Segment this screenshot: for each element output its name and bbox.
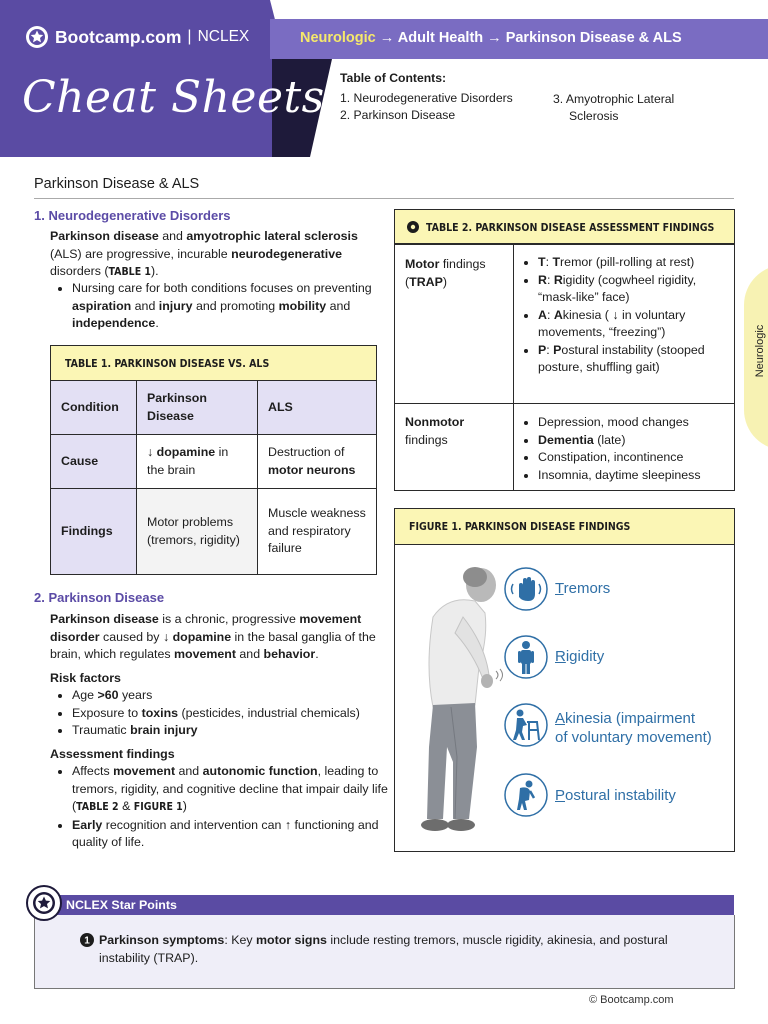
rigidity-figure-icon bbox=[503, 634, 549, 680]
logo-separator: | bbox=[187, 28, 192, 45]
table1-header-condition: Condition bbox=[61, 399, 119, 414]
table2-nonmotor-label: Nonmotor findings bbox=[395, 404, 514, 491]
figure-label-rigidity: Rigidity bbox=[555, 648, 605, 665]
number-one-icon bbox=[80, 933, 94, 947]
table1-row-findings-label: Findings bbox=[61, 523, 113, 538]
figure1-caption: FIGURE 1. PARKINSON DISEASE FINDINGS bbox=[409, 521, 631, 533]
table2 bbox=[394, 243, 735, 491]
figure1-panel bbox=[394, 543, 735, 852]
risk-factors-list bbox=[50, 687, 412, 740]
toc-item-1[interactable]: 1. Neurodegenerative Disorders bbox=[340, 91, 513, 105]
table-row bbox=[51, 381, 377, 435]
list-item: • Dementia (late) bbox=[538, 432, 724, 450]
table-row bbox=[395, 404, 735, 491]
risk-factors-heading: Risk factors bbox=[50, 671, 121, 685]
bullet-dot-icon bbox=[407, 221, 419, 233]
table2-caption: TABLE 2. PARKINSON DISEASE ASSESSMENT FINDINGS bbox=[426, 222, 715, 234]
page-title: Parkinson Disease & ALS bbox=[34, 176, 200, 192]
list-item: • A: Akinesia ( ↓ in voluntary movements, “freezing”) bbox=[538, 307, 724, 342]
walker-figure-icon bbox=[503, 702, 549, 748]
star-badge-icon bbox=[25, 25, 49, 49]
logo-product: NCLEX bbox=[197, 28, 250, 45]
section1-heading: 1. Neurodegenerative Disorders bbox=[34, 208, 231, 223]
breadcrumb-neurologic[interactable]: Neurologic bbox=[300, 30, 376, 46]
table1-caption: TABLE 1. PARKINSON DISEASE VS. ALS bbox=[65, 358, 270, 370]
table-row bbox=[51, 489, 377, 575]
side-tab-label: Neurologic bbox=[754, 324, 766, 378]
list-item: • T: Tremor (pill-rolling at rest) bbox=[538, 254, 724, 272]
figure-label-postural: Postural instability bbox=[555, 787, 676, 804]
toc-item-3-line1: 3. Amyotrophic Lateral bbox=[553, 92, 675, 106]
table1 bbox=[50, 380, 377, 575]
tremor-hand-icon bbox=[503, 566, 549, 612]
breadcrumb-rest[interactable]: → Adult Health → Parkinson Disease & ALS bbox=[379, 30, 682, 46]
copyright: © Bootcamp.com bbox=[589, 994, 674, 1006]
section1-bullets bbox=[50, 280, 382, 333]
list-item: • Traumatic brain injury bbox=[72, 722, 412, 740]
list-item: • Depression, mood changes bbox=[538, 414, 724, 432]
table2-nonmotor-findings bbox=[514, 404, 735, 491]
assessment-heading: Assessment findings bbox=[50, 747, 175, 761]
list-item: • P: Postural instability (stooped posture, shuffling gait) bbox=[538, 342, 724, 377]
list-item: • Nursing care for both conditions focuses on preventing aspiration and injury and promoting mobility and independence. bbox=[72, 280, 382, 333]
table1-caption-box bbox=[50, 345, 377, 382]
postural-instability-icon bbox=[503, 772, 549, 818]
table1-cause-als: Destruction of motor neurons bbox=[258, 435, 377, 489]
star-points-title: NCLEX Star Points bbox=[66, 898, 177, 912]
table1-findings-pd: Motor problems (tremors, rigidity) bbox=[137, 489, 258, 575]
table-row bbox=[51, 435, 377, 489]
section1-intro: Parkinson disease and amyotrophic lateral sclerosis (ALS) are progressive, incurable neurodegenerative disorders (TABLE 1). bbox=[50, 229, 358, 278]
assessment-list bbox=[50, 763, 407, 852]
title-divider bbox=[34, 198, 734, 199]
list-item: • R: Rigidity (cogwheel rigidity, “mask-like” face) bbox=[538, 272, 724, 307]
star-point-1: Parkinson symptoms: Key motor signs include resting tremors, muscle rigidity, akinesia, and postural instability (TRAP). bbox=[99, 933, 668, 965]
toc-item-3[interactable] bbox=[553, 91, 703, 125]
list-item: • Constipation, incontinence bbox=[538, 449, 724, 467]
toc-item-2[interactable]: 2. Parkinson Disease bbox=[340, 108, 456, 122]
figure-label-akinesia: Akinesia (impairment of voluntary movement) bbox=[555, 710, 712, 746]
table-of-contents bbox=[340, 70, 760, 123]
breadcrumb bbox=[300, 30, 682, 46]
section2-heading: 2. Parkinson Disease bbox=[34, 590, 165, 605]
bootcamp-logo[interactable] bbox=[25, 25, 249, 49]
list-item: • Early recognition and intervention can ↑ functioning and quality of life. bbox=[72, 817, 407, 852]
list-item: • Affects movement and autonomic function, leading to tremors, rigidity, and cognitive decline that impair daily life (TABLE 2 & FIGURE 1) bbox=[72, 763, 407, 817]
logo-text: Bootcamp.com bbox=[55, 26, 182, 47]
stooped-person-illustration bbox=[403, 557, 508, 847]
table-row bbox=[395, 244, 735, 404]
section2-intro: Parkinson disease is a chronic, progressive movement disorder caused by ↓ dopamine in the basal ganglia of the brain, which regulates movement and behavior. bbox=[50, 612, 376, 661]
svg-text:1: 1 bbox=[84, 935, 90, 947]
table2-motor-findings bbox=[514, 244, 735, 404]
figure-label-tremors: Tremors bbox=[555, 580, 611, 597]
table2-motor-label: Motor findings (TRAP) bbox=[395, 244, 514, 404]
toc-heading: Table of Contents: bbox=[340, 71, 447, 85]
table1-findings-als: Muscle weakness and respiratory failure bbox=[258, 489, 377, 575]
table1-header-als: ALS bbox=[268, 399, 293, 414]
table1-row-cause-label: Cause bbox=[61, 453, 99, 468]
table1-header-parkinson: Parkinson Disease bbox=[147, 391, 207, 423]
figure1-caption-box bbox=[394, 508, 735, 545]
star-icon bbox=[26, 885, 62, 921]
table2-caption-box bbox=[394, 209, 735, 245]
cheat-sheets-title: Cheat Sheets bbox=[22, 72, 325, 123]
toc-item-3-line2: Sclerosis bbox=[569, 109, 619, 123]
table1-cause-pd: ↓ dopamine in the brain bbox=[137, 435, 258, 489]
list-item: • Age >60 years bbox=[72, 687, 412, 705]
list-item: • Exposure to toxins (pesticides, industrial chemicals) bbox=[72, 705, 412, 723]
list-item: • Insomnia, daytime sleepiness bbox=[538, 467, 724, 485]
